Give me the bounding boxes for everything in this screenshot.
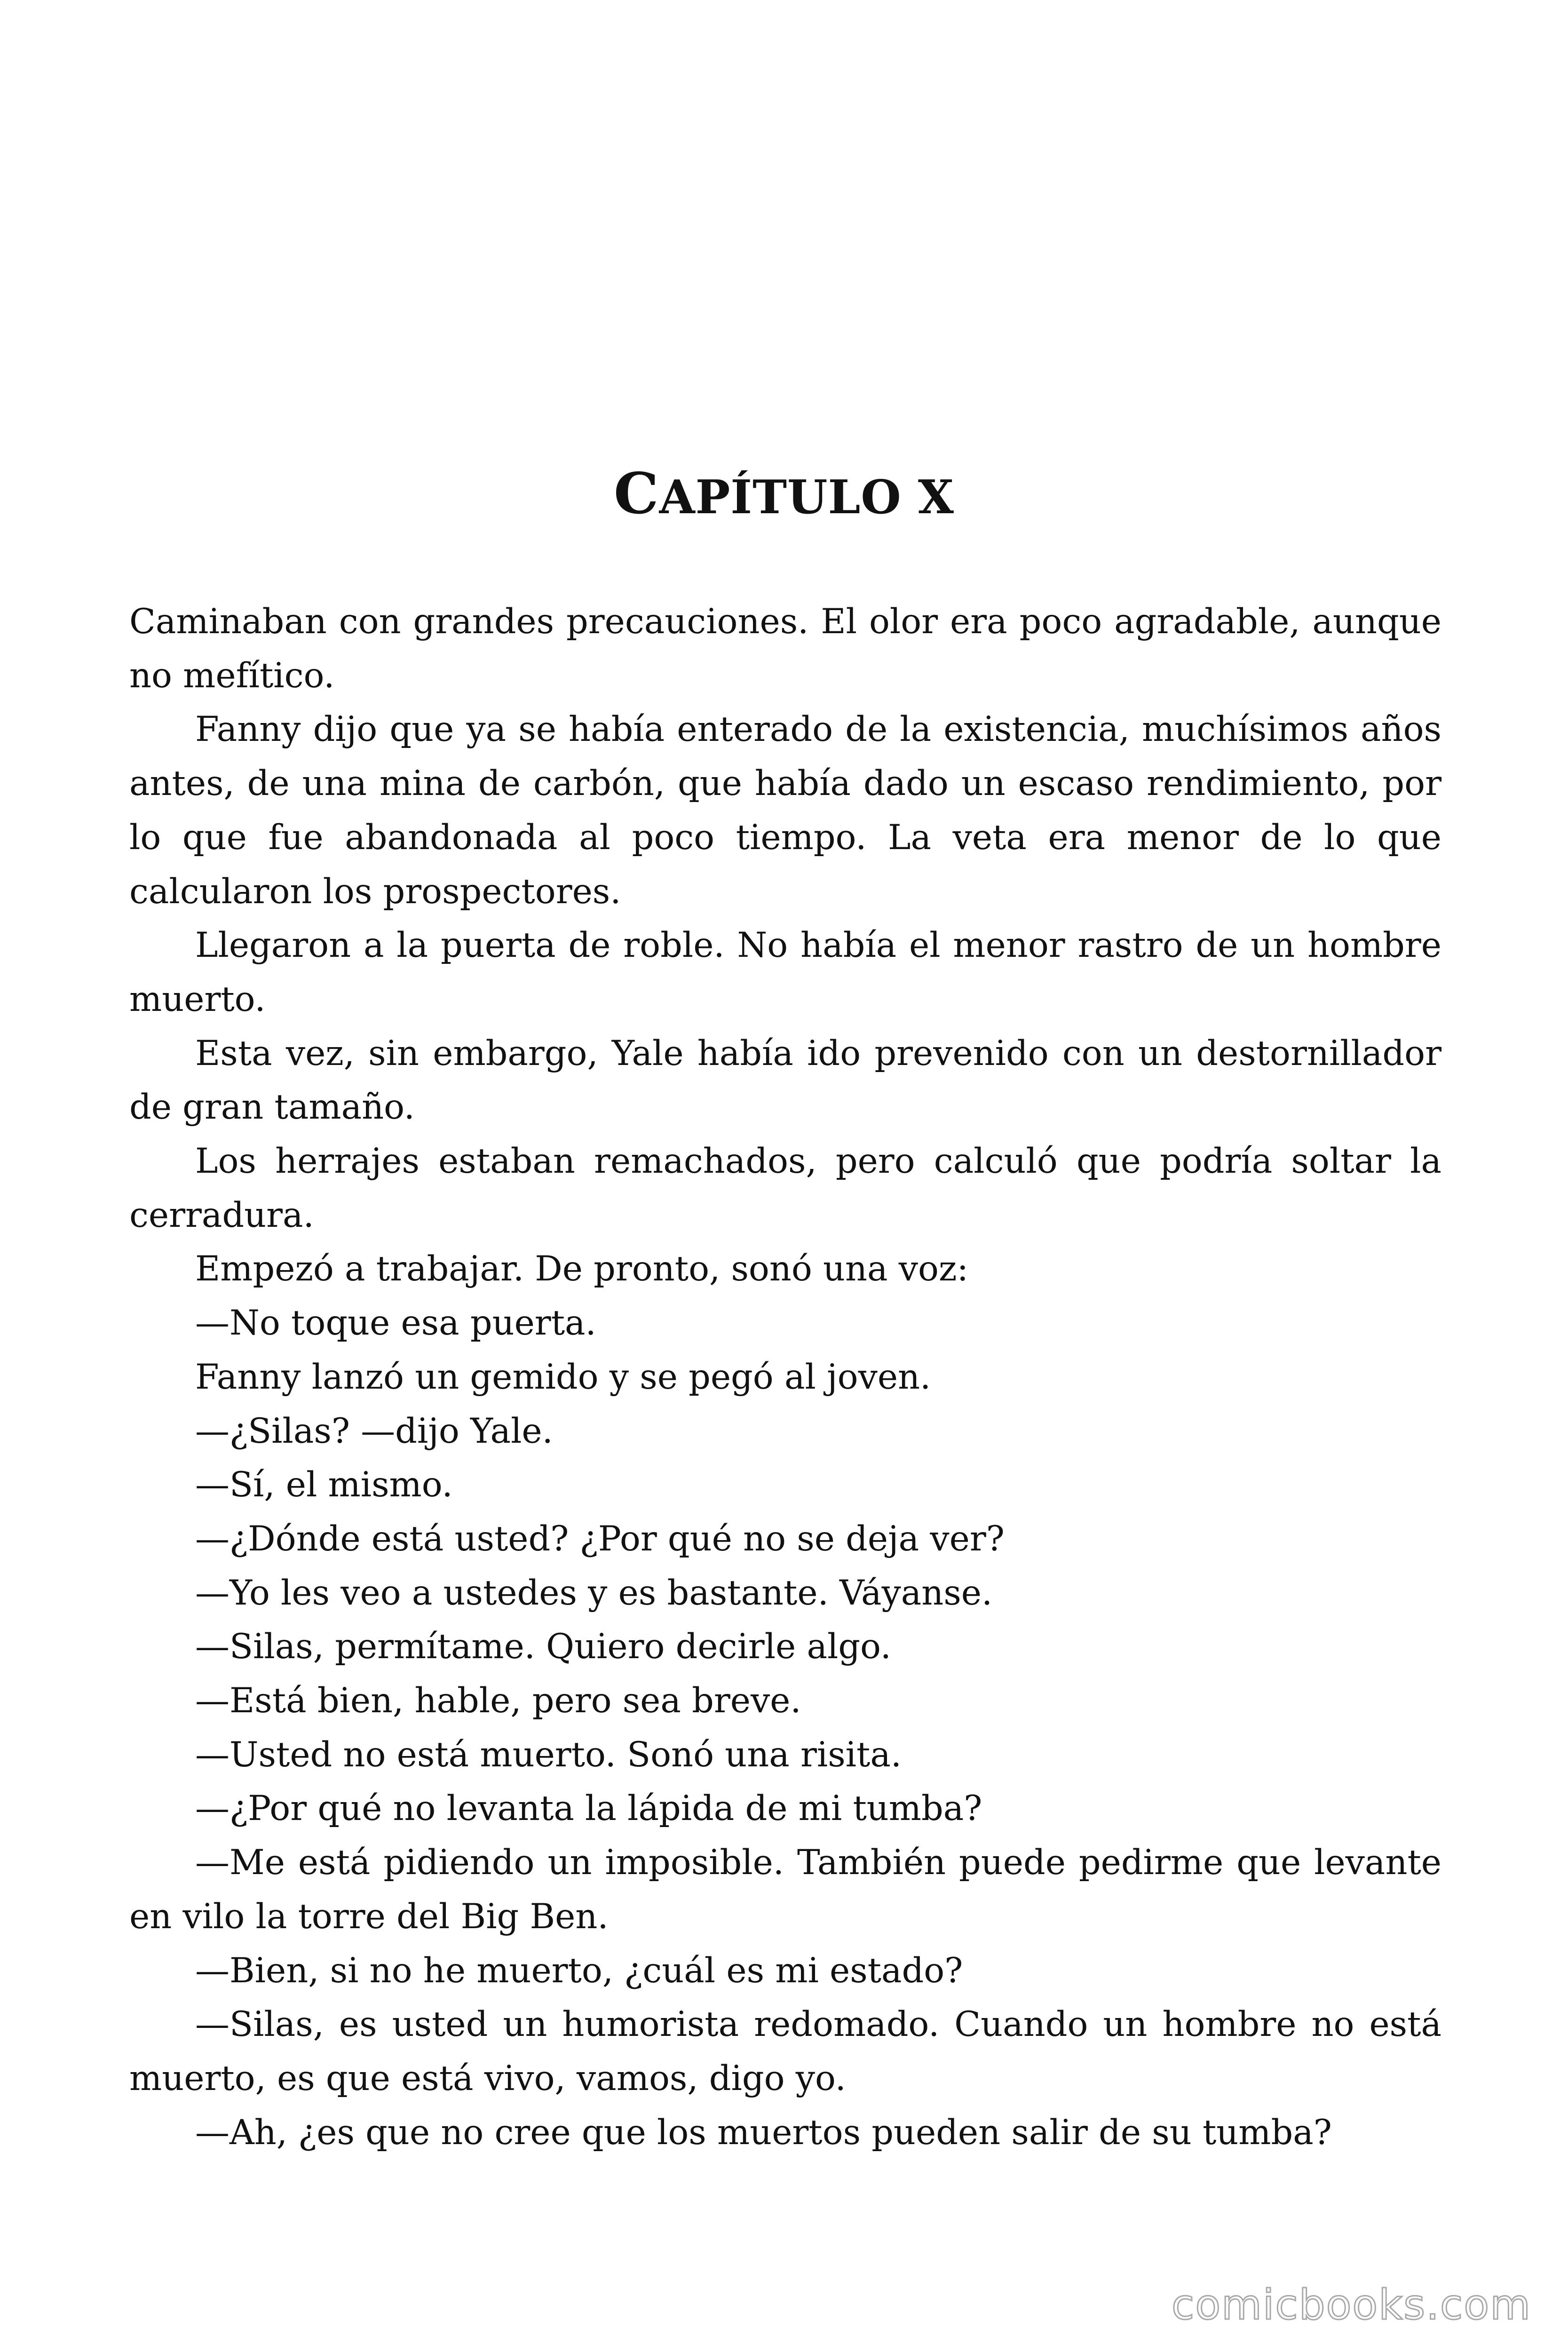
chapter-title [0, 459, 1568, 533]
dialogue-line: —Me está pidiendo un imposible. También puede pedirme que levante en vilo la torre del Big Ben. [129, 1843, 1441, 1937]
chapter-title-initial: C [614, 461, 659, 527]
paragraph: Empezó a trabajar. De pronto, sonó una voz: [195, 1249, 969, 1289]
chapter-title-rest: APÍTULO X [659, 470, 954, 524]
paragraph: Caminaban con grandes precauciones. El olor era poco agradable, aunque no mefítico. [129, 602, 1441, 696]
paragraph: Los herrajes estaban remachados, pero calculó que podría soltar la cerradura. [129, 1141, 1441, 1235]
dialogue-line: —¿Silas? —dijo Yale. [195, 1411, 553, 1451]
dialogue-line: —Bien, si no he muerto, ¿cuál es mi estado? [195, 1950, 963, 1991]
paragraph: Fanny dijo que ya se había enterado de la existencia, muchísimos años antes, de una mina de carbón, que había dado un escaso rendimiento, por lo que fue abandonada al poco tiempo. La veta era menor de lo que calcularon los prospectores. [129, 709, 1441, 912]
paragraph: Llegaron a la puerta de roble. No había el menor rastro de un hombre muerto. [129, 925, 1441, 1019]
dialogue-line: —Yo les veo a ustedes y es bastante. Váyanse. [195, 1573, 993, 1613]
dialogue-line: —Silas, es usted un humorista redomado. Cuando un hombre no está muerto, es que está vivo, vamos, digo yo. [129, 2004, 1441, 2098]
dialogue-line: —Usted no está muerto. Sonó una risita. [195, 1734, 902, 1775]
dialogue-line: —¿Dónde está usted? ¿Por qué no se deja ver? [195, 1518, 1005, 1559]
paragraph: Fanny lanzó un gemido y se pegó al joven. [195, 1357, 931, 1397]
dialogue-line: —¿Por qué no levanta la lápida de mi tumba? [195, 1788, 982, 1829]
dialogue-line: —Está bien, hable, pero sea breve. [195, 1681, 801, 1721]
paragraph: Esta vez, sin embargo, Yale había ido prevenido con un destornillador de gran tamaño. [129, 1033, 1441, 1128]
dialogue-line: —No toque esa puerta. [195, 1303, 596, 1343]
dialogue-line: —Silas, permítame. Quiero decirle algo. [195, 1627, 891, 1667]
dialogue-line: —Ah, ¿es que no cree que los muertos pueden salir de su tumba? [195, 2112, 1332, 2153]
watermark-logo: comicbooks.com [1171, 2280, 1531, 2329]
dialogue-line: —Sí, el mismo. [195, 1465, 453, 1505]
chapter-body [129, 595, 1441, 2160]
